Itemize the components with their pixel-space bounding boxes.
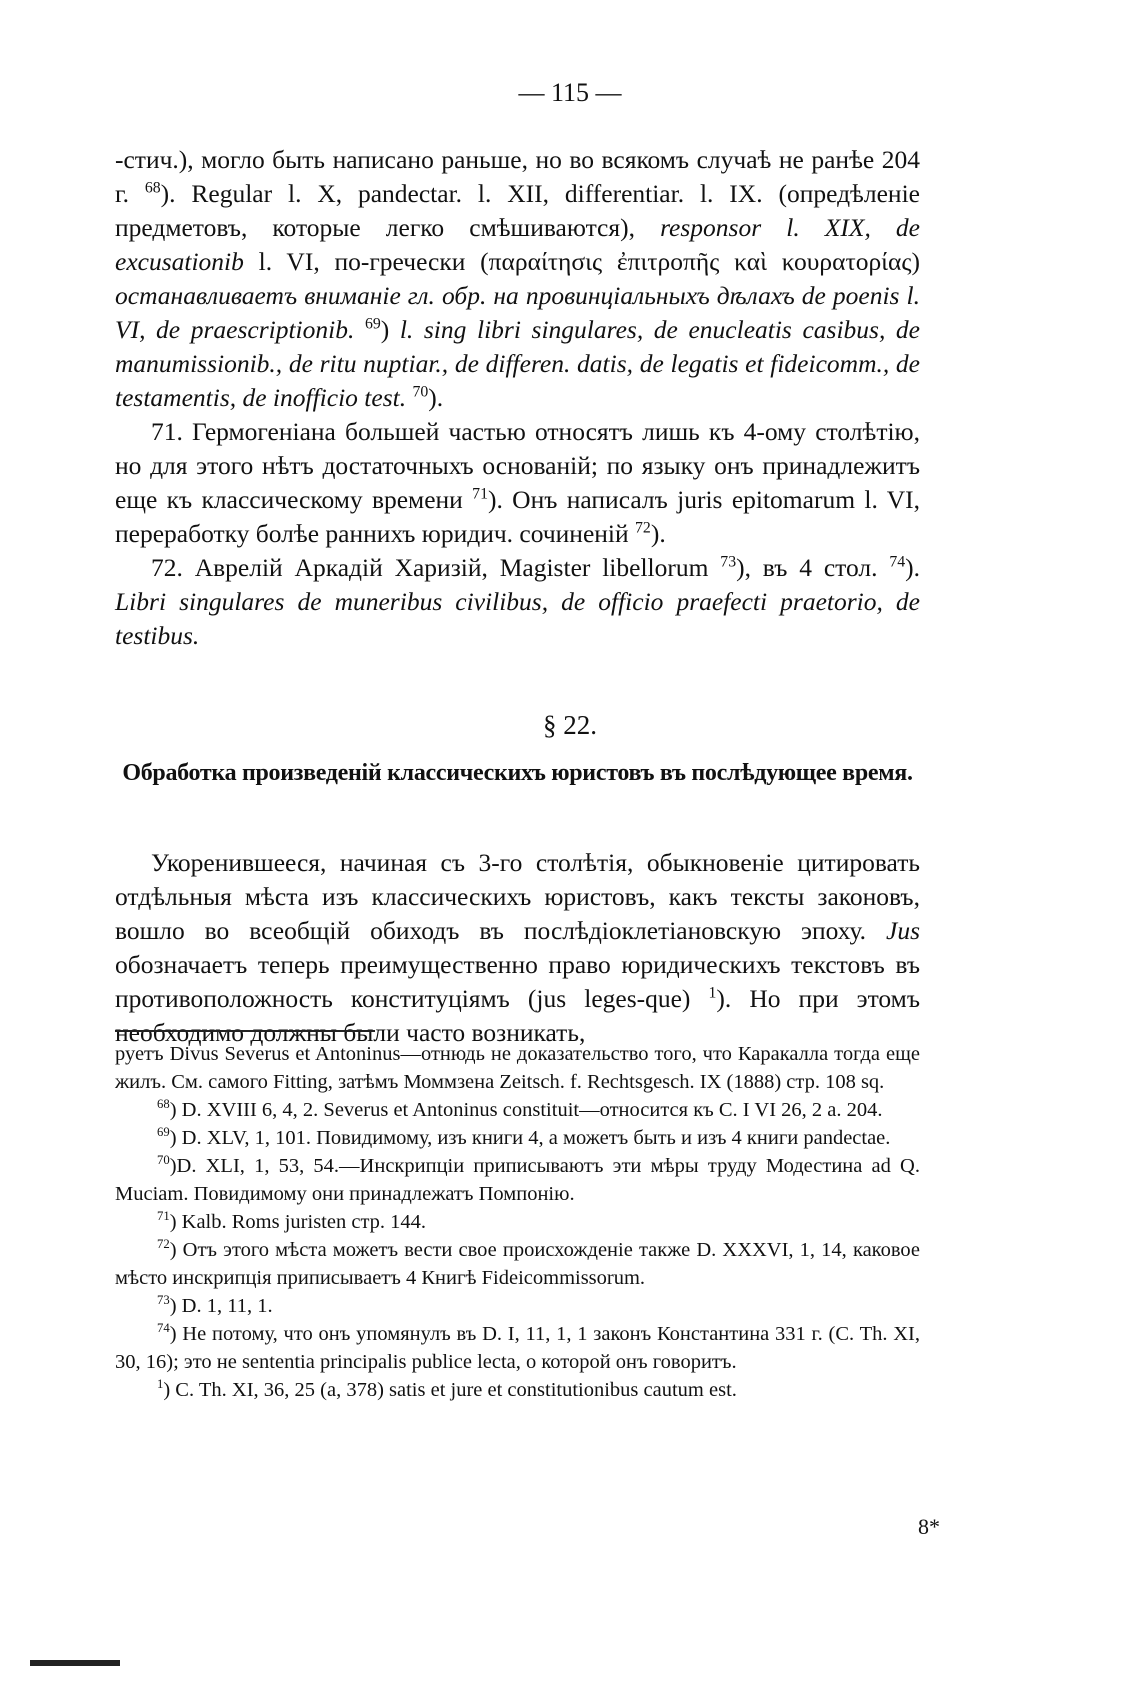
footnote-70: $^{70}$)D. XLI, 1, 53, 54.—Инскрипціи приписываютъ эти мѣры труду Модестина ad Q. Muciam. Повидимому они принадлежатъ Помпонію.: [115, 1153, 920, 1205]
footnote-ref[interactable]: 68: [144, 179, 161, 197]
footnote-72: $^{72}$) Отъ этого мѣста можетъ вести свое происхожденіе также D. XXXVI, 1, 14, каковое мѣсто инскрипція приписываетъ 4 Книгѣ Fideicommissorum.: [115, 1237, 920, 1289]
footnote-ref[interactable]: 69: [364, 315, 381, 333]
footnote-continuation: руетъ Divus Severus et Antoninus—отнюдь не доказательство того, что Каракалла тогда еще жилъ. См. самого Fitting, затѣмъ Моммзена Zeitsch. f. Rechtsgesch. IX (1888) стр. 108 sq.: [115, 1043, 920, 1093]
footnote-1: $^1$) C. Th. XI, 36, 25 (a, 378) satis et jure et constitutionibus cautum est.: [157, 1377, 737, 1401]
scan-edge-artifact: [30, 1660, 120, 1666]
footnote-ref[interactable]: 71: [472, 485, 488, 503]
footnote-73: $^{73}$) D. 1, 11, 1.: [157, 1293, 273, 1317]
paragraph-continuation: -стич.), могло быть написано раньше, но во всякомъ случаѣ не ранѣе 204 г. $^{68}$). Regular l. X, pandectar. l. XII, differentiar. l. IX. (опредѣленіе предметовъ, которые легко смѣшиваются), responsor l. XIX, de excusationib l. VI, по-гречески (παραίτησις ἐπιτροπῆς καὶ κουρατορίας) останавливаетъ вниманіе гл. обр. на провинціальныхъ дѣлахъ de poenis l. VI, de praescriptionib. $^{69}$) l. sing libri singulares, de enucleatis casibus, de manumissionib., de ritu nuptiar., de differen. datis, de legatis et fideicomm., de testamentis, de inofficio test. $^{70}$).: [115, 145, 920, 412]
section-title: Обработка произведеній классическихъ юристовъ въ послѣдующее время.: [122, 760, 913, 786]
signature-mark: 8*: [918, 1514, 940, 1539]
footnotes: [115, 1040, 920, 1404]
footnote-68: $^{68}$) D. XVIII 6, 4, 2. Severus et Antoninus constituit—относится къ C. I VI 26, 2 a. 204.: [157, 1097, 883, 1121]
footnote-ref[interactable]: 73: [720, 553, 737, 571]
section-symbol: § 22.: [543, 710, 597, 740]
footnote-ref[interactable]: 70: [412, 383, 429, 401]
paragraph-72: 72. Аврелій Аркадій Харизій, Magister libellorum $^{73}$), въ 4 стол. $^{74}$). Libri singulares de muneribus civilibus, de officio praefecti praetorio, de testibus.: [115, 553, 920, 650]
section-paragraph: Укоренившееся, начиная съ 3-го столѣтія, обыкновеніе цитировать отдѣльныя мѣста изъ классическихъ юристовъ, какъ тексты законовъ, вошло во всеобщій обиходъ въ послѣдіоклетіановскую эпоху. Jus обозначаетъ теперь преимущественно право юридическихъ текстовъ въ противоположность конституціямъ (jus leges-que) $^1$). Но при этомъ необходимо должны были часто возникать,: [115, 847, 921, 1047]
main-text: [115, 143, 920, 653]
paragraph-71: 71. Гермогеніана большей частью относятъ лишь къ 4-ому столѣтію, но для этого нѣтъ достаточныхъ основаній; по языку онъ принадлежитъ еще къ классическому времени $^{71}$). Онъ написалъ juris epitomarum l. VI, переработку болѣе раннихъ юридич. сочиненій $^{72}$).: [115, 417, 921, 548]
footnote-69: $^{69}$) D. XLV, 1, 101. Повидимому, изъ книги 4, а можетъ быть и изъ 4 книги pandectae.: [157, 1125, 891, 1149]
footnote-71: $^{71}$) Kalb. Roms juristen стр. 144.: [157, 1209, 427, 1233]
page-number: — 115 —: [518, 78, 622, 107]
footnote-divider: [115, 1030, 375, 1032]
footnote-74: $^{74}$) Не потому, что онъ упомянулъ въ D. I, 11, 1, 1 законъ Константина 331 г. (C. Th. XI, 30, 16); это не sententia principalis publice lecta, о которой онъ говоритъ.: [115, 1321, 920, 1373]
footnote-ref[interactable]: 74: [889, 553, 906, 571]
footnote-ref[interactable]: 72: [635, 519, 651, 537]
footnote-ref[interactable]: 1: [708, 984, 717, 1001]
